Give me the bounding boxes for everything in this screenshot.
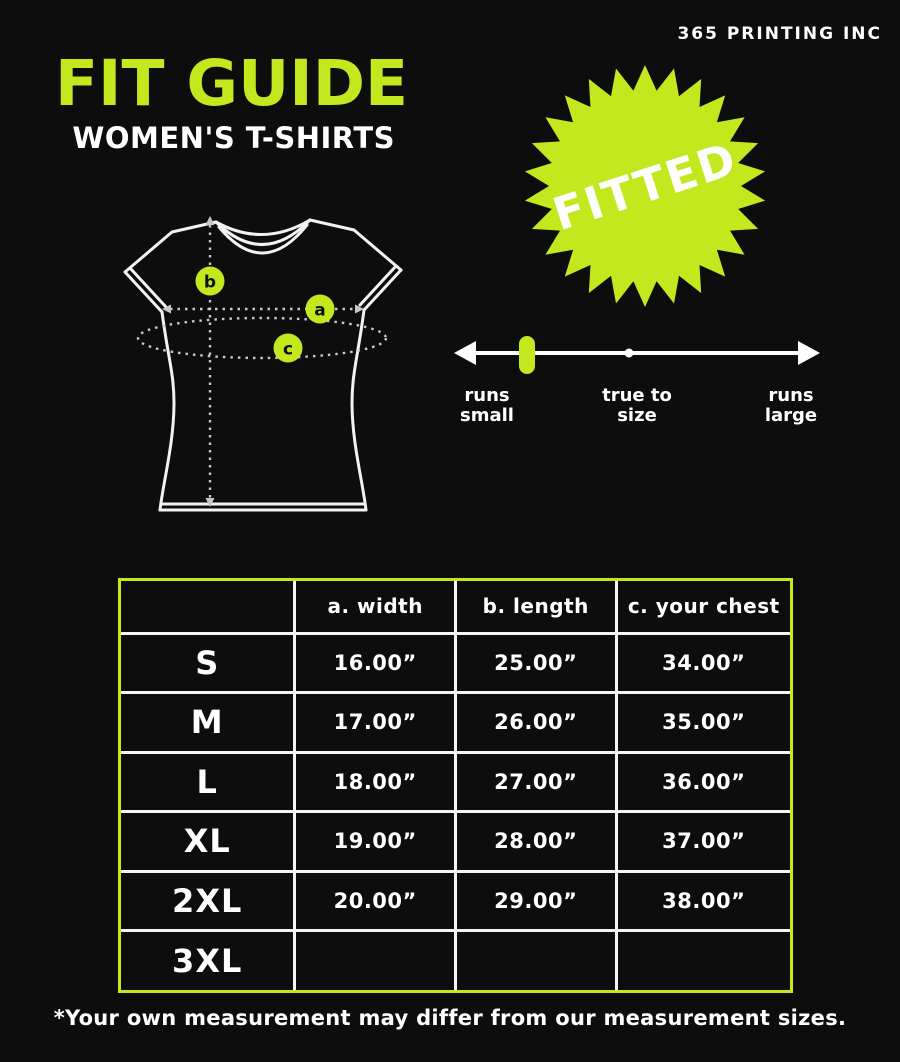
chest-value (616, 931, 790, 991)
width-value: 19.00” (295, 812, 456, 872)
tshirt-diagram-icon (110, 208, 405, 520)
size-table-header-row (121, 581, 790, 633)
scale-label-runs-small: runs small (460, 385, 514, 426)
length-value: 25.00” (455, 633, 616, 693)
width-value: 20.00” (295, 871, 456, 931)
page-header (55, 47, 409, 155)
length-value: 29.00” (455, 871, 616, 931)
size-label: S (121, 633, 295, 693)
table-row (121, 931, 790, 991)
col-header-chest: c. your chest (616, 581, 790, 633)
fit-scale (452, 328, 822, 384)
point-a-label: a (314, 300, 326, 321)
chest-value: 34.00” (616, 633, 790, 693)
length-value: 27.00” (455, 752, 616, 812)
chest-measure-ellipse (138, 318, 386, 358)
tshirt-outline (125, 220, 401, 510)
table-row (121, 871, 790, 931)
point-c-marker (274, 334, 303, 363)
size-label: M (121, 693, 295, 753)
point-b-marker (196, 267, 225, 296)
size-label: 2XL (121, 871, 295, 931)
chest-value: 37.00” (616, 812, 790, 872)
page-subtitle: WOMEN'S T-SHIRTS (72, 121, 395, 155)
brand-name: 365 PRINTING INC (677, 24, 882, 44)
table-row (121, 693, 790, 753)
chest-value: 38.00” (616, 871, 790, 931)
width-value: 17.00” (295, 693, 456, 753)
fit-scale-marker (519, 336, 535, 374)
scale-label-true-to-size: true to size (602, 385, 672, 426)
length-value: 26.00” (455, 693, 616, 753)
point-b-label: b (203, 272, 217, 293)
table-row (121, 633, 790, 693)
scale-center-dot (625, 349, 634, 358)
page-title: FIT GUIDE (55, 47, 409, 120)
width-value: 16.00” (295, 633, 456, 693)
footnote: *Your own measurement may differ from our measurement sizes. (53, 1006, 847, 1030)
size-label: XL (121, 812, 295, 872)
chest-value: 36.00” (616, 752, 790, 812)
size-label: L (121, 752, 295, 812)
size-table-border (118, 578, 793, 993)
table-row (121, 812, 790, 872)
col-header-width: a. width (295, 581, 456, 633)
table-row (121, 752, 790, 812)
scale-right-arrow-icon (798, 341, 820, 365)
badge-label: FITTED (546, 131, 744, 241)
length-measure-line (203, 216, 217, 507)
col-header-length: b. length (455, 581, 616, 633)
size-table (121, 581, 790, 990)
scale-left-arrow-icon (454, 341, 476, 365)
point-a-marker (306, 295, 335, 324)
chest-value: 35.00” (616, 693, 790, 753)
length-value: 28.00” (455, 812, 616, 872)
scale-label-runs-large: runs large (764, 385, 818, 426)
width-value (295, 931, 456, 991)
point-c-label: c (282, 339, 294, 360)
fitted-badge (523, 64, 767, 308)
width-value: 18.00” (295, 752, 456, 812)
col-header-empty (121, 581, 295, 633)
length-value (455, 931, 616, 991)
size-label: 3XL (121, 931, 295, 991)
